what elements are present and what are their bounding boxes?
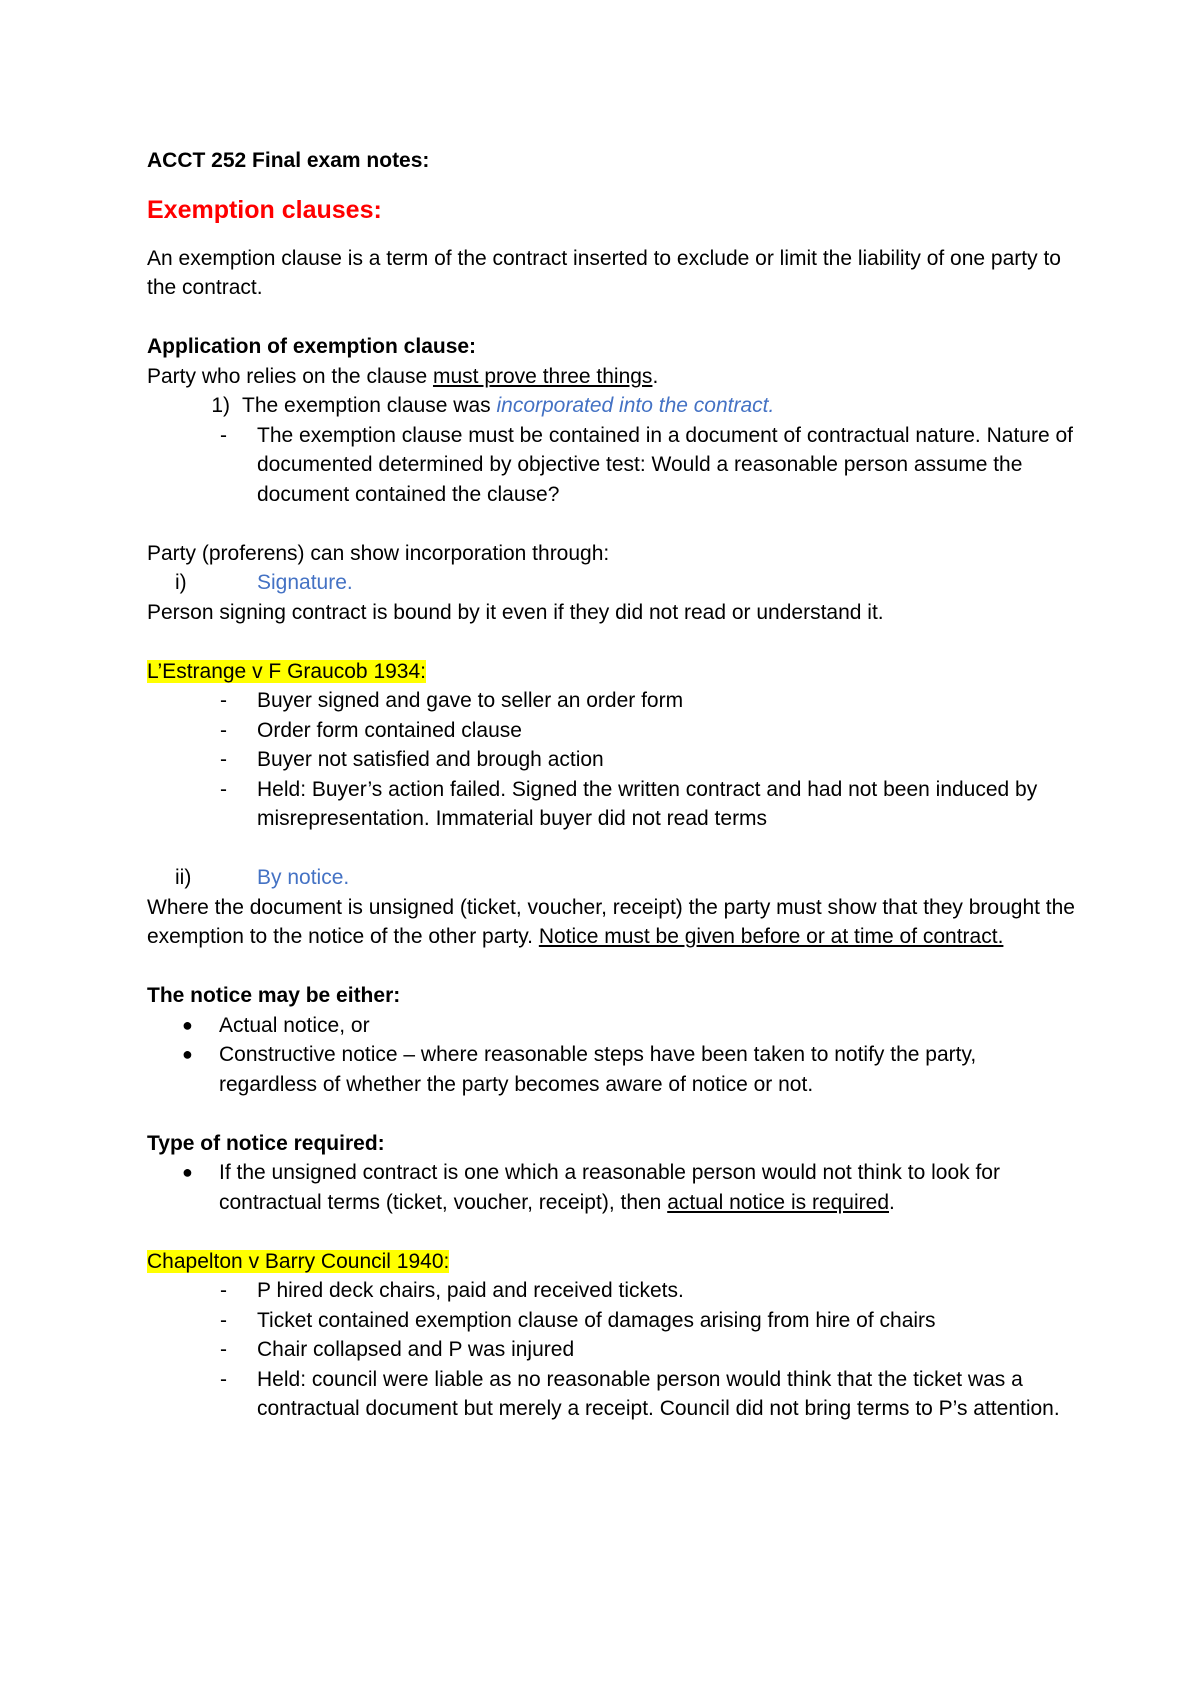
- item-1-subpoint-text: The exemption clause must be contained in a document of contractual nature. Nature of documented determined by objective test: Would a reasonable person assume the document contained the clause?: [257, 423, 1073, 506]
- section-heading-exemption-clauses: Exemption clauses:: [147, 195, 382, 224]
- item-1-emphasis: incorporated into the contract.: [496, 394, 775, 417]
- dash-marker: -: [220, 1338, 227, 1361]
- notice-types-heading: The notice may be either:: [147, 984, 401, 1007]
- dash-marker: -: [220, 1367, 227, 1391]
- case-point-text: Chair collapsed and P was injured: [257, 1338, 575, 1361]
- spacer: [147, 627, 1077, 657]
- case-point: [220, 1306, 1077, 1336]
- item-1-lead: The exemption clause was: [242, 394, 497, 417]
- case-point: [220, 1276, 1077, 1306]
- numbered-item-1: [147, 391, 1077, 421]
- case-point-text: Ticket contained exemption clause of damages arising from hire of chairs: [257, 1308, 936, 1332]
- notice-required-underlined: actual notice is required: [667, 1190, 889, 1214]
- bullet-item: [182, 1040, 1077, 1099]
- incorporation-intro: Party (proferens) can show incorporation through:: [147, 541, 610, 565]
- case-2-name: Chapelton v Barry Council 1940:: [147, 1249, 450, 1273]
- case-point: [220, 716, 1077, 746]
- case-point: [220, 745, 1077, 775]
- document-title: ACCT 252 Final exam notes:: [147, 149, 430, 172]
- definition-paragraph: An exemption clause is a term of the contract inserted to exclude or limit the liability of one party to the contract.: [147, 246, 1061, 299]
- bullet-text: Constructive notice – where reasonable steps have been taken to notify the party, regardless of whether the party becomes aware of notice or not.: [219, 1043, 977, 1096]
- item-1-text: [242, 391, 774, 421]
- bullet-item: [182, 1158, 1077, 1217]
- spacer: [147, 952, 1077, 982]
- notice-required-text: If the unsigned contract is one which a reasonable person would not think to look for contractual terms (ticket, voucher, receipt), then: [219, 1161, 1000, 1214]
- roman-numeral: i): [175, 571, 187, 594]
- spacer: [147, 834, 1077, 864]
- dash-marker: -: [220, 718, 227, 742]
- bullet-marker: ●: [182, 1162, 193, 1182]
- item-number: 1): [211, 394, 230, 417]
- application-heading: Application of exemption clause:: [147, 335, 477, 358]
- case-point-text: Order form contained clause: [257, 718, 522, 742]
- application-intro-underlined: must prove three things: [432, 364, 653, 388]
- roman-numeral: ii): [175, 866, 192, 889]
- case-point-text: Buyer not satisfied and brough action: [257, 748, 604, 771]
- case-point: [220, 686, 1077, 716]
- spacer: [147, 509, 1077, 539]
- notice-paragraph: [147, 893, 1077, 952]
- roman-item-signature: [147, 568, 1077, 598]
- case-point: [220, 1365, 1077, 1424]
- case-2-points: [147, 1276, 1077, 1424]
- spacer: [147, 303, 1077, 333]
- case-1-title: [147, 657, 1077, 687]
- dash-marker: -: [220, 748, 227, 771]
- notice-required-heading: Type of notice required:: [147, 1131, 385, 1155]
- bullet-marker: ●: [182, 1014, 193, 1035]
- application-intro-end: .: [652, 364, 659, 388]
- item-1-subpoint: [220, 421, 1077, 510]
- bullet-marker: ●: [182, 1044, 193, 1064]
- case-point: [220, 775, 1077, 834]
- notice-text: Where the document is unsigned (ticket, voucher, receipt) the party must show that they brought the exemption to the notice of the other party.: [147, 895, 1075, 948]
- dash-marker: -: [220, 689, 227, 712]
- application-intro: [147, 362, 1077, 392]
- bullet-item: [182, 1011, 1077, 1041]
- roman-item-notice: [147, 863, 1077, 893]
- case-point-text: Held: Buyer’s action failed. Signed the written contract and had not been induced by misrepresentation. Immaterial buyer did not read terms: [257, 777, 1038, 830]
- case-point: [220, 1335, 1077, 1365]
- case-1-name: L’Estrange v F Graucob 1934:: [147, 659, 426, 683]
- case-point-text: Buyer signed and gave to seller an order form: [257, 689, 684, 712]
- signature-text: Person signing contract is bound by it even if they did not read or understand it.: [147, 600, 884, 624]
- dash-marker: -: [220, 423, 227, 447]
- dash-marker: -: [220, 1308, 227, 1332]
- signature-label: Signature.: [257, 571, 353, 594]
- bullet-text: Actual notice, or: [219, 1013, 370, 1037]
- case-2-title: [147, 1247, 1077, 1277]
- bullet-text: [219, 1158, 1077, 1217]
- case-1-points: [147, 686, 1077, 834]
- spacer: [147, 1217, 1077, 1247]
- case-point-text: Held: council were liable as no reasonable person would think that the ticket was a contractual document but merely a receipt. Council did not bring terms to P’s attention.: [257, 1367, 1060, 1420]
- dash-marker: -: [220, 1279, 227, 1302]
- dash-marker: -: [220, 777, 227, 801]
- notice-underlined: Notice must be given before or at time of contract.: [538, 925, 1004, 948]
- case-point-text: P hired deck chairs, paid and received tickets.: [257, 1279, 684, 1302]
- document-body: [147, 146, 1077, 1424]
- notice-label: By notice.: [257, 866, 350, 889]
- spacer: [147, 1099, 1077, 1129]
- application-intro-text: Party who relies on the clause: [147, 364, 433, 388]
- notice-required-end: .: [889, 1190, 895, 1214]
